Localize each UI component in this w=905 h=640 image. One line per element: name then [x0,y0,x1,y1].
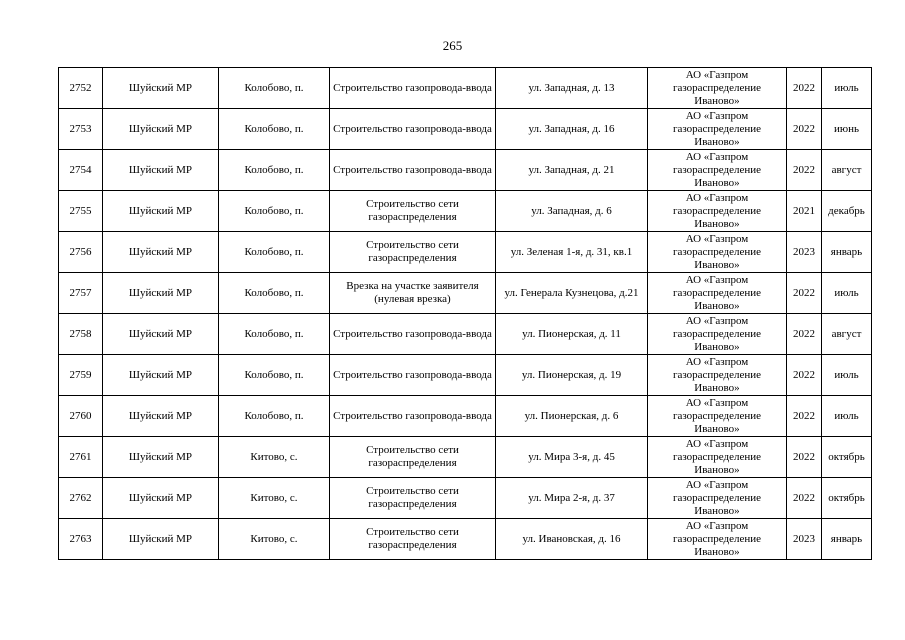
gasification-table [58,67,872,560]
cell-district: Шуйский МР [103,396,219,437]
cell-organization: АО «Газпром газораспределение Иваново» [648,232,787,273]
cell-organization: АО «Газпром газораспределение Иваново» [648,519,787,560]
cell-address: ул. Западная, д. 13 [496,68,648,109]
cell-year: 2022 [787,396,822,437]
table-row [59,191,872,232]
cell-address: ул. Западная, д. 21 [496,150,648,191]
cell-district: Шуйский МР [103,109,219,150]
cell-month: август [822,150,872,191]
cell-organization: АО «Газпром газораспределение Иваново» [648,109,787,150]
cell-locality: Колобово, п. [219,191,330,232]
table-row [59,396,872,437]
cell-year: 2022 [787,314,822,355]
cell-address: ул. Мира 2-я, д. 37 [496,478,648,519]
cell-month: октябрь [822,478,872,519]
cell-number: 2760 [59,396,103,437]
cell-month: июль [822,68,872,109]
cell-address: ул. Ивановская, д. 16 [496,519,648,560]
cell-work-type: Врезка на участке заявителя (нулевая врезка) [330,273,496,314]
table-row [59,437,872,478]
cell-address: ул. Пионерская, д. 11 [496,314,648,355]
cell-address: ул. Западная, д. 16 [496,109,648,150]
cell-month: декабрь [822,191,872,232]
table-body [59,68,872,560]
cell-organization: АО «Газпром газораспределение Иваново» [648,355,787,396]
cell-locality: Китово, с. [219,478,330,519]
cell-district: Шуйский МР [103,273,219,314]
cell-work-type: Строительство газопровода-ввода [330,314,496,355]
cell-month: июнь [822,109,872,150]
cell-organization: АО «Газпром газораспределение Иваново» [648,478,787,519]
cell-year: 2022 [787,273,822,314]
table-row [59,273,872,314]
cell-locality: Колобово, п. [219,396,330,437]
table-row [59,109,872,150]
cell-work-type: Строительство сети газораспределения [330,232,496,273]
cell-organization: АО «Газпром газораспределение Иваново» [648,273,787,314]
cell-number: 2755 [59,191,103,232]
cell-organization: АО «Газпром газораспределение Иваново» [648,396,787,437]
cell-locality: Колобово, п. [219,314,330,355]
cell-month: октябрь [822,437,872,478]
cell-year: 2023 [787,232,822,273]
cell-district: Шуйский МР [103,478,219,519]
cell-district: Шуйский МР [103,191,219,232]
cell-locality: Колобово, п. [219,232,330,273]
cell-year: 2022 [787,478,822,519]
table-row [59,150,872,191]
cell-month: июль [822,396,872,437]
cell-locality: Колобово, п. [219,109,330,150]
cell-district: Шуйский МР [103,232,219,273]
cell-district: Шуйский МР [103,150,219,191]
cell-district: Шуйский МР [103,437,219,478]
cell-number: 2754 [59,150,103,191]
cell-work-type: Строительство сети газораспределения [330,437,496,478]
cell-year: 2022 [787,437,822,478]
table-row [59,478,872,519]
table-row [59,355,872,396]
cell-locality: Китово, с. [219,519,330,560]
cell-work-type: Строительство сети газораспределения [330,519,496,560]
cell-organization: АО «Газпром газораспределение Иваново» [648,314,787,355]
table-row [59,232,872,273]
cell-work-type: Строительство газопровода-ввода [330,68,496,109]
cell-district: Шуйский МР [103,519,219,560]
cell-month: январь [822,232,872,273]
table-row [59,68,872,109]
cell-number: 2758 [59,314,103,355]
cell-year: 2022 [787,68,822,109]
cell-year: 2023 [787,519,822,560]
cell-district: Шуйский МР [103,355,219,396]
cell-district: Шуйский МР [103,68,219,109]
cell-locality: Колобово, п. [219,355,330,396]
cell-address: ул. Западная, д. 6 [496,191,648,232]
cell-work-type: Строительство газопровода-ввода [330,109,496,150]
cell-work-type: Строительство сети газораспределения [330,191,496,232]
cell-work-type: Строительство газопровода-ввода [330,396,496,437]
cell-month: июль [822,273,872,314]
cell-locality: Колобово, п. [219,273,330,314]
cell-work-type: Строительство газопровода-ввода [330,150,496,191]
cell-number: 2762 [59,478,103,519]
cell-month: январь [822,519,872,560]
cell-number: 2763 [59,519,103,560]
cell-address: ул. Генерала Кузнецова, д.21 [496,273,648,314]
cell-year: 2022 [787,150,822,191]
table-row [59,519,872,560]
cell-organization: АО «Газпром газораспределение Иваново» [648,191,787,232]
cell-month: август [822,314,872,355]
cell-work-type: Строительство газопровода-ввода [330,355,496,396]
cell-locality: Китово, с. [219,437,330,478]
cell-address: ул. Пионерская, д. 19 [496,355,648,396]
cell-number: 2752 [59,68,103,109]
cell-number: 2759 [59,355,103,396]
cell-organization: АО «Газпром газораспределение Иваново» [648,68,787,109]
cell-address: ул. Зеленая 1-я, д. 31, кв.1 [496,232,648,273]
cell-year: 2022 [787,355,822,396]
cell-organization: АО «Газпром газораспределение Иваново» [648,437,787,478]
cell-number: 2756 [59,232,103,273]
cell-locality: Колобово, п. [219,150,330,191]
cell-number: 2757 [59,273,103,314]
page-number: 265 [442,38,463,53]
table-row [59,314,872,355]
cell-work-type: Строительство сети газораспределения [330,478,496,519]
cell-address: ул. Мира 3-я, д. 45 [496,437,648,478]
cell-locality: Колобово, п. [219,68,330,109]
cell-address: ул. Пионерская, д. 6 [496,396,648,437]
cell-number: 2761 [59,437,103,478]
cell-number: 2753 [59,109,103,150]
cell-district: Шуйский МР [103,314,219,355]
cell-year: 2021 [787,191,822,232]
cell-organization: АО «Газпром газораспределение Иваново» [648,150,787,191]
cell-year: 2022 [787,109,822,150]
cell-month: июль [822,355,872,396]
